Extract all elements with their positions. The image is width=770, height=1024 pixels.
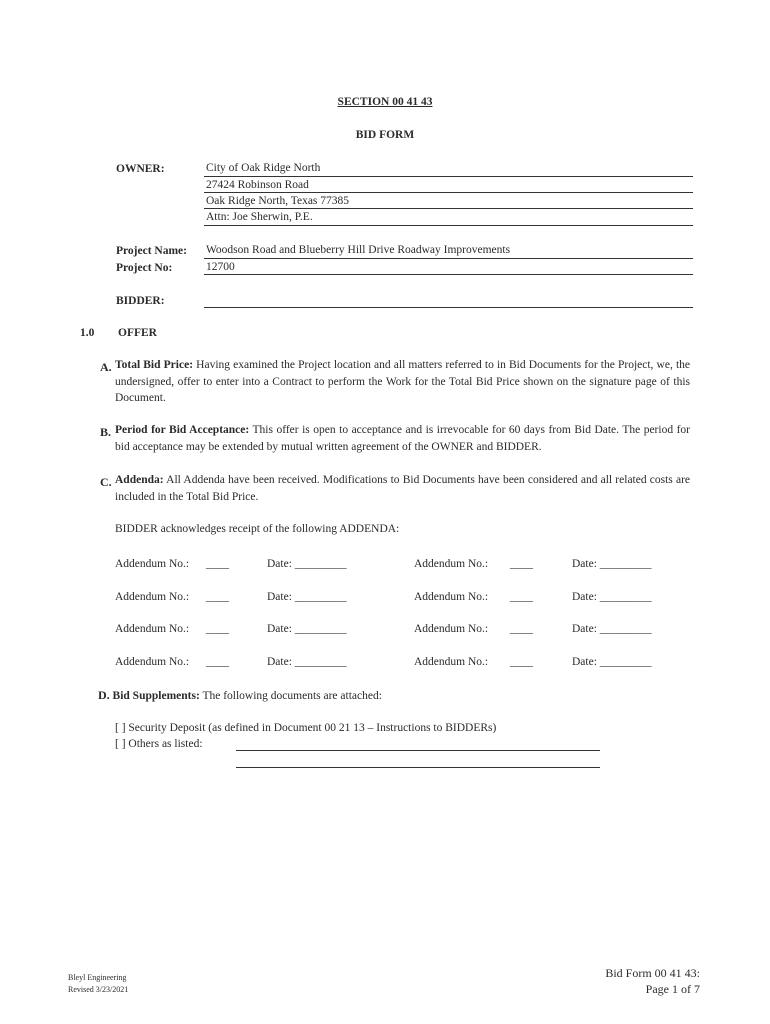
addendum-no-blank[interactable]: ____	[510, 558, 533, 570]
addendum-date-field[interactable]: Date: _________	[572, 623, 652, 635]
addendum-no-blank[interactable]: ____	[510, 591, 533, 603]
project-name-value[interactable]: Woodson Road and Blueberry Hill Drive Roadway Improvements	[206, 244, 511, 256]
project-name-label: Project Name:	[116, 245, 187, 257]
project-no-rule	[204, 274, 693, 275]
addendum-date-field[interactable]: Date: _________	[572, 558, 652, 570]
others-listed-checkbox[interactable]: [ ] Others as listed:	[115, 738, 203, 750]
project-no-value[interactable]: 12700	[206, 261, 235, 273]
item-d-text: The following documents are attached:	[202, 690, 382, 702]
owner-line-3: Oak Ridge North, Texas 77385	[206, 195, 350, 207]
footer-company: Bleyl Engineering	[68, 973, 127, 982]
item-c-heading: Addenda:	[115, 474, 164, 486]
addendum-no-label: Addendum No.:	[115, 591, 190, 603]
item-b-text: This offer is open to acceptance and is irrevocable for 60 days from Bid Date. The period for bid acceptance may be extended by mutual written agreement of the OWNER and BIDDER.	[115, 424, 690, 453]
addendum-no-blank[interactable]: ____	[206, 656, 229, 668]
item-a-letter: A.	[100, 360, 112, 374]
addendum-no-label: Addendum No.:	[115, 558, 190, 570]
addendum-no-label: Addendum No.:	[414, 623, 489, 635]
item-b-paragraph	[115, 422, 690, 455]
owner-line-2: 27424 Robinson Road	[206, 179, 309, 191]
addendum-no-blank[interactable]: ____	[510, 623, 533, 635]
addenda-acknowledge: BIDDER acknowledges receipt of the following ADDENDA:	[115, 523, 400, 535]
footer-revised: Revised 3/23/2021	[68, 985, 129, 994]
offer-number: 1.0	[80, 327, 95, 339]
item-a-paragraph	[115, 357, 690, 407]
item-d-heading: Bid Supplements:	[112, 690, 200, 702]
addendum-date-field[interactable]: Date: _________	[267, 591, 347, 603]
form-title: BID FORM	[355, 129, 415, 141]
item-d-letter: D.	[98, 688, 110, 702]
security-deposit-checkbox[interactable]: [ ] Security Deposit (as defined in Document 00 21 13 – Instructions to BIDDERs)	[115, 722, 497, 734]
item-c-paragraph	[115, 472, 690, 505]
addendum-no-label: Addendum No.:	[115, 656, 190, 668]
addendum-no-label: Addendum No.:	[115, 623, 190, 635]
item-a-text: Having examined the Project location and all matters referred to in Bid Documents for the Project, we, the undersigned, offer to enter into a Contract to perform the Work for the Total Bid Price shown on the signature page of this Document.	[115, 359, 691, 404]
owner-line-4: Attn: Joe Sherwin, P.E.	[206, 211, 313, 223]
bidder-label: BIDDER:	[116, 295, 165, 307]
addendum-no-blank[interactable]: ____	[206, 558, 229, 570]
project-no-label: Project No:	[116, 262, 173, 274]
item-b-letter: B.	[100, 425, 112, 439]
bidder-rule	[204, 307, 693, 308]
addendum-no-blank[interactable]: ____	[206, 591, 229, 603]
owner-line-1: City of Oak Ridge North	[206, 162, 321, 174]
item-d-line	[98, 687, 382, 704]
addendum-date-field[interactable]: Date: _________	[267, 558, 347, 570]
offer-title: OFFER	[118, 327, 157, 339]
item-a-heading: Total Bid Price:	[115, 359, 194, 371]
owner-line-4-rule	[204, 225, 693, 226]
addendum-no-label: Addendum No.:	[414, 656, 489, 668]
footer-page-number: Page 1 of 7	[645, 982, 700, 996]
item-c-text: All Addenda have been received. Modifications to Bid Documents have been considered and all related costs are included in the Total Bid Price.	[115, 474, 690, 503]
item-c-letter: C.	[100, 475, 112, 489]
addendum-date-field[interactable]: Date: _________	[572, 591, 652, 603]
footer-form-name: Bid Form 00 41 43:	[605, 966, 700, 980]
addendum-date-field[interactable]: Date: _________	[267, 623, 347, 635]
section-title: SECTION 00 41 43	[337, 96, 433, 108]
project-name-rule	[204, 258, 693, 259]
owner-label: OWNER:	[116, 163, 165, 175]
addendum-no-blank[interactable]: ____	[206, 623, 229, 635]
addendum-date-field[interactable]: Date: _________	[267, 656, 347, 668]
addendum-date-field[interactable]: Date: _________	[572, 656, 652, 668]
addendum-no-label: Addendum No.:	[414, 558, 489, 570]
addendum-no-label: Addendum No.:	[414, 591, 489, 603]
addendum-no-blank[interactable]: ____	[510, 656, 533, 668]
others-listed-rule-2[interactable]	[236, 767, 600, 768]
others-listed-rule-1[interactable]	[236, 750, 600, 751]
item-b-heading: Period for Bid Acceptance:	[115, 424, 250, 436]
